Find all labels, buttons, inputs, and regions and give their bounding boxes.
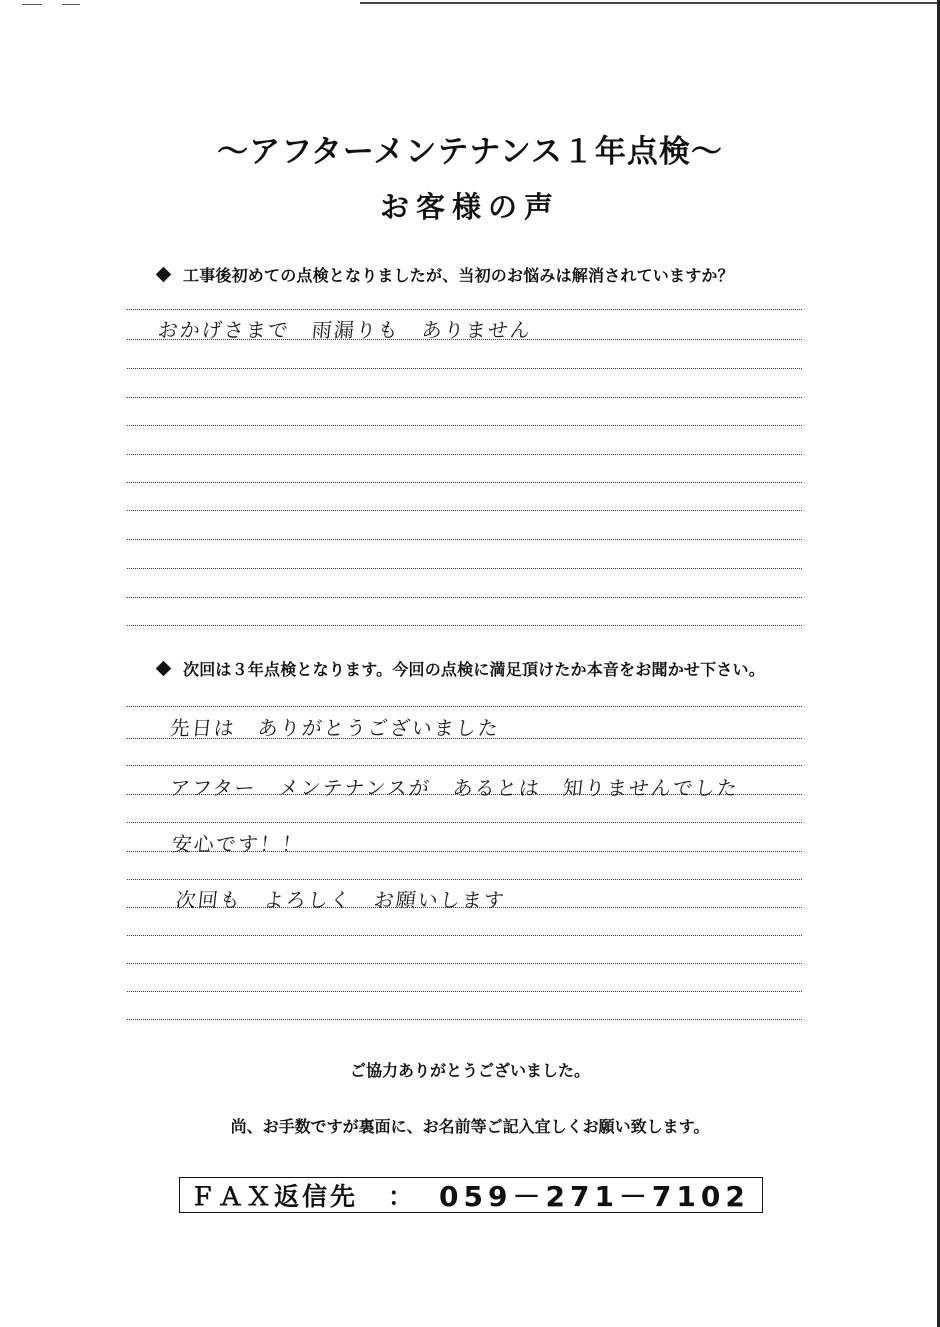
page-subtitle: お客様の声 xyxy=(379,190,560,224)
answer-line xyxy=(127,706,802,707)
question-1-text: 工事後初めての点検となりましたが、当初のお悩みは解消されていますか？ xyxy=(183,266,734,285)
handwritten-answer-2-line-1: 先日は ありがとうございました xyxy=(168,716,502,740)
question-2-text: 次回は３年点検となります。今回の点検に満足頂けたか本音をお聞かせ下さい。 xyxy=(183,660,765,679)
diamond-bullet-icon xyxy=(156,661,172,677)
question-2 xyxy=(158,657,765,680)
answer-line xyxy=(127,309,802,310)
fax-number: 059－271－7102 xyxy=(439,1180,750,1213)
thanks-message: ご協力ありがとうございました。 xyxy=(349,1061,590,1080)
page-title: 〜アフターメンテナンス１年点検〜 xyxy=(217,134,723,170)
scan-speck xyxy=(62,4,80,5)
answer-line xyxy=(127,539,802,540)
answer-line xyxy=(127,597,802,598)
handwritten-answer-2-line-2: アフター メンテナンスが あるとは 知りませんでした xyxy=(168,776,741,800)
diamond-bullet-icon xyxy=(156,267,172,283)
answer-line xyxy=(127,454,802,455)
answer-line xyxy=(127,935,802,936)
answer-line xyxy=(127,765,802,766)
answer-line xyxy=(127,963,802,964)
answer-line xyxy=(127,482,802,483)
scan-edge-top xyxy=(360,2,940,4)
answer-line xyxy=(127,1019,802,1020)
fax-return-box xyxy=(179,1177,763,1213)
answer-line xyxy=(127,397,802,398)
handwritten-answer-2-line-3: 安心です！！ xyxy=(170,832,306,856)
fax-separator: ： xyxy=(388,1182,414,1211)
scan-speck xyxy=(22,4,42,5)
answer-line xyxy=(127,625,802,626)
answer-line xyxy=(127,991,802,992)
answer-line xyxy=(127,368,802,369)
handwritten-answer-2-line-4: 次回も よろしく お願いします xyxy=(174,888,508,912)
answer-line xyxy=(127,822,802,823)
question-1 xyxy=(158,263,734,286)
return-instruction: 尚、お手数ですが裏面に、お名前等ご記入宜しくお願い致します。 xyxy=(230,1117,710,1136)
answer-line xyxy=(127,568,802,569)
answer-line xyxy=(127,879,802,880)
handwritten-answer-1-line-1: おかげさまで 雨漏りも ありません xyxy=(156,318,534,342)
answer-line xyxy=(127,510,802,511)
fax-label: ＦＡＸ返信先 xyxy=(190,1182,359,1211)
answer-line xyxy=(127,425,802,426)
